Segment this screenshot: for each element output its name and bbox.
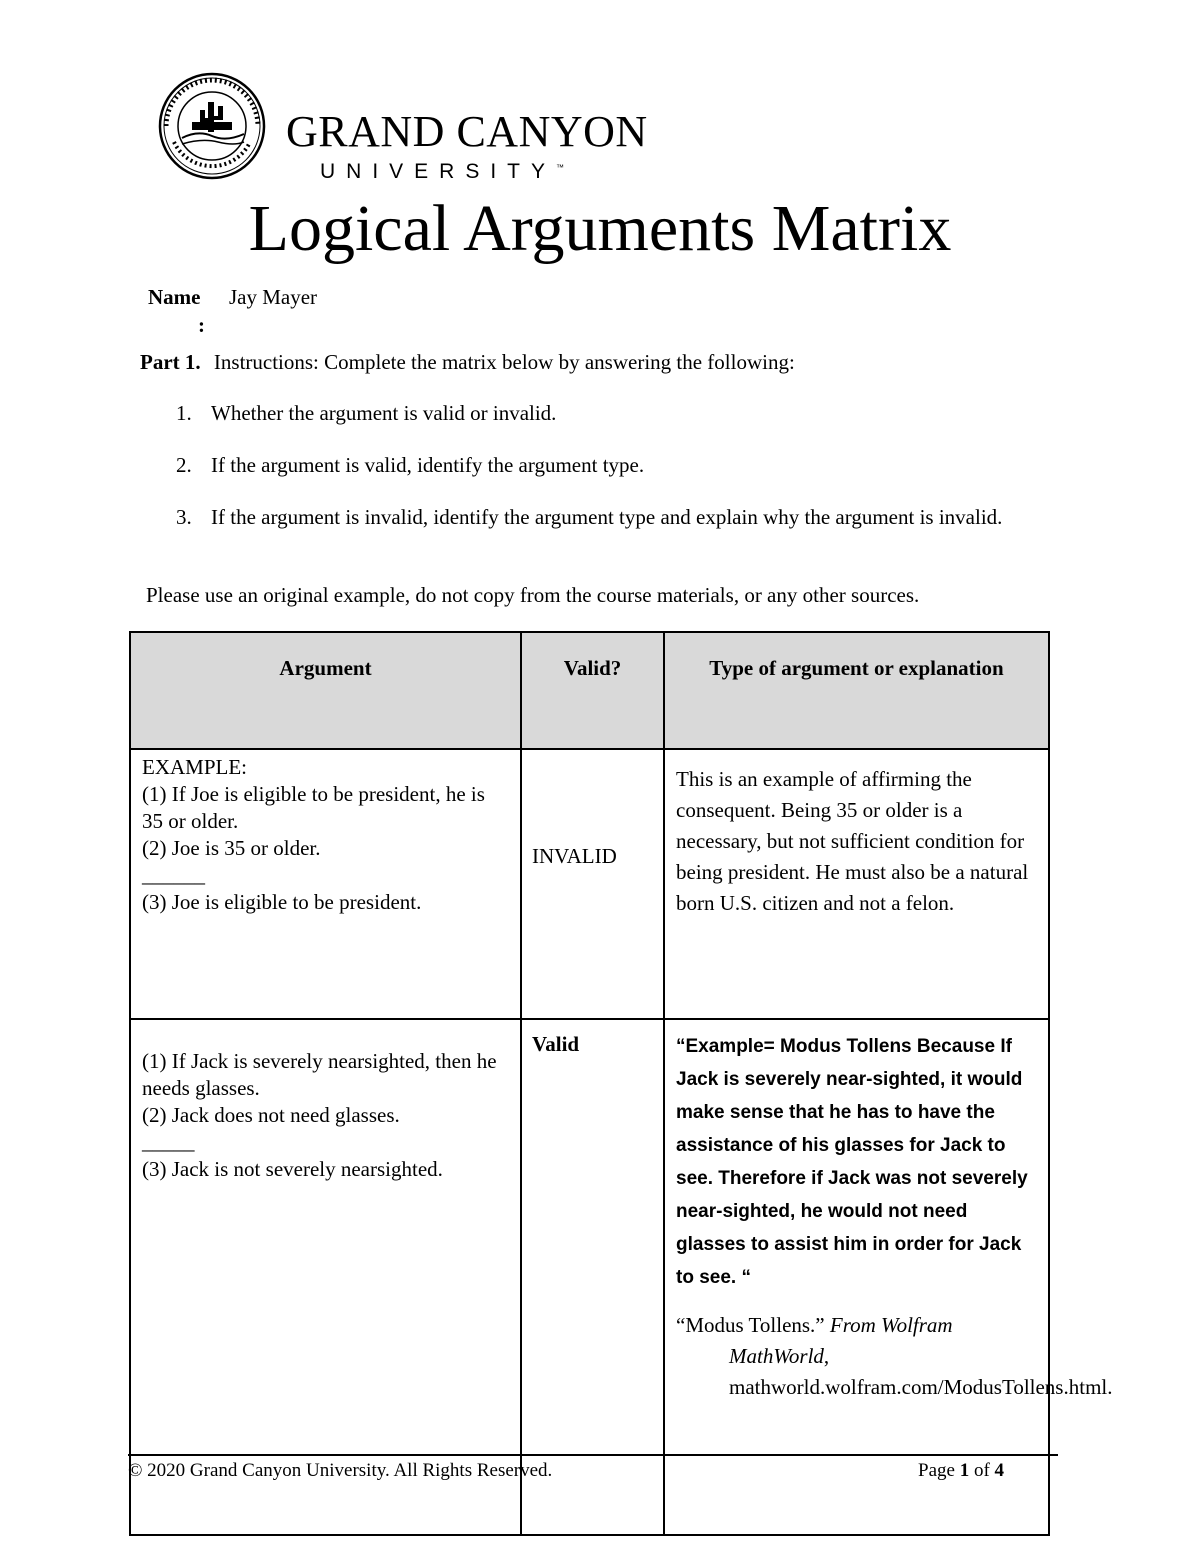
citation-source: From Wolfram MathWorld (729, 1313, 953, 1368)
citation-quote: “Modus Tollens.” (676, 1313, 825, 1337)
page-current: 1 (959, 1460, 970, 1481)
citation-url: , mathworld.wolfram.com/ModusTollens.html. (729, 1344, 1113, 1399)
header-valid: Valid? (521, 632, 664, 749)
list-item (176, 450, 1036, 481)
citation (676, 1310, 1113, 1403)
argument-cell (130, 1019, 521, 1535)
explanation-cell (664, 1019, 1113, 1535)
list-text: If the argument is invalid, identify the argument type and explain why the argument is invalid. (211, 505, 1003, 529)
footer-copyright: © 2020 Grand Canyon University. All Rights Reserved. (128, 1460, 553, 1481)
table-row (130, 1019, 1049, 1535)
page-total: 4 (994, 1460, 1005, 1481)
argument-divider: ______ (142, 863, 205, 887)
part1-instructions (140, 350, 795, 375)
explanation-cell: This is an example of affirming the consequent. Being 35 or older is a necessary, but not sufficient condition for being president. He must also be a natural born U.S. citizen and not a felon. (664, 749, 1049, 1019)
page-of: of (973, 1460, 990, 1481)
document-title: Logical Arguments Matrix (248, 192, 952, 265)
list-number: 2. (176, 453, 192, 477)
list-item (176, 502, 1036, 533)
table-header-row (130, 632, 1049, 749)
arguments-matrix (129, 631, 1113, 1536)
name-label: Name (148, 285, 201, 309)
list-text: If the argument is valid, identify the argument type. (211, 453, 645, 477)
header-argument: Argument (130, 632, 521, 749)
name-colon: : (198, 313, 205, 337)
argument-line: EXAMPLE: (142, 755, 247, 779)
header-type: Type of argument or explanation (664, 632, 1049, 749)
argument-line: (2) Jack does not need glasses. (142, 1103, 400, 1127)
list-item (176, 398, 1036, 429)
argument-line: (3) Jack is not severely nearsighted. (142, 1157, 443, 1181)
argument-line: (1) If Jack is severely nearsighted, then he needs glasses. (142, 1049, 497, 1100)
instructions-list (176, 398, 1036, 554)
valid-cell: Valid (521, 1019, 664, 1535)
part1-label: Part 1. (140, 350, 201, 374)
part1-text: Instructions: Complete the matrix below by answering the following: (213, 350, 795, 374)
page-label: Page (918, 1460, 955, 1481)
footer-divider (128, 1454, 1058, 1456)
argument-cell (130, 749, 521, 1019)
university-logo (158, 72, 648, 184)
list-number: 3. (176, 505, 192, 529)
logo-name: GRAND CANYON (286, 107, 648, 156)
table-row (130, 749, 1049, 1019)
argument-divider: _____ (142, 1130, 195, 1154)
list-number: 1. (176, 401, 192, 425)
name-value: Jay Mayer (229, 285, 318, 309)
original-example-note: Please use an original example, do not copy from the course materials, or any other sources. (146, 583, 920, 607)
logo-subtitle: UNIVERSITY™ (320, 160, 565, 183)
valid-cell: INVALID (521, 749, 664, 1019)
list-text: Whether the argument is valid or invalid. (211, 401, 557, 425)
argument-line: (3) Joe is eligible to be president. (142, 890, 422, 914)
argument-line: (2) Joe is 35 or older. (142, 836, 321, 860)
footer-page-number (918, 1460, 1004, 1482)
university-seal-icon (158, 72, 266, 180)
argument-line: (1) If Joe is eligible to be president, he is 35 or older. (142, 782, 485, 833)
explanation-text: “Example= Modus Tollens Because If Jack is severely near-sighted, it would make sense that he has to have the assistance of his glasses for Jack to see. Therefore if Jack was not severely near-sighted, he would not need glasses to assist him in order for Jack to see. “ (676, 1036, 1028, 1288)
